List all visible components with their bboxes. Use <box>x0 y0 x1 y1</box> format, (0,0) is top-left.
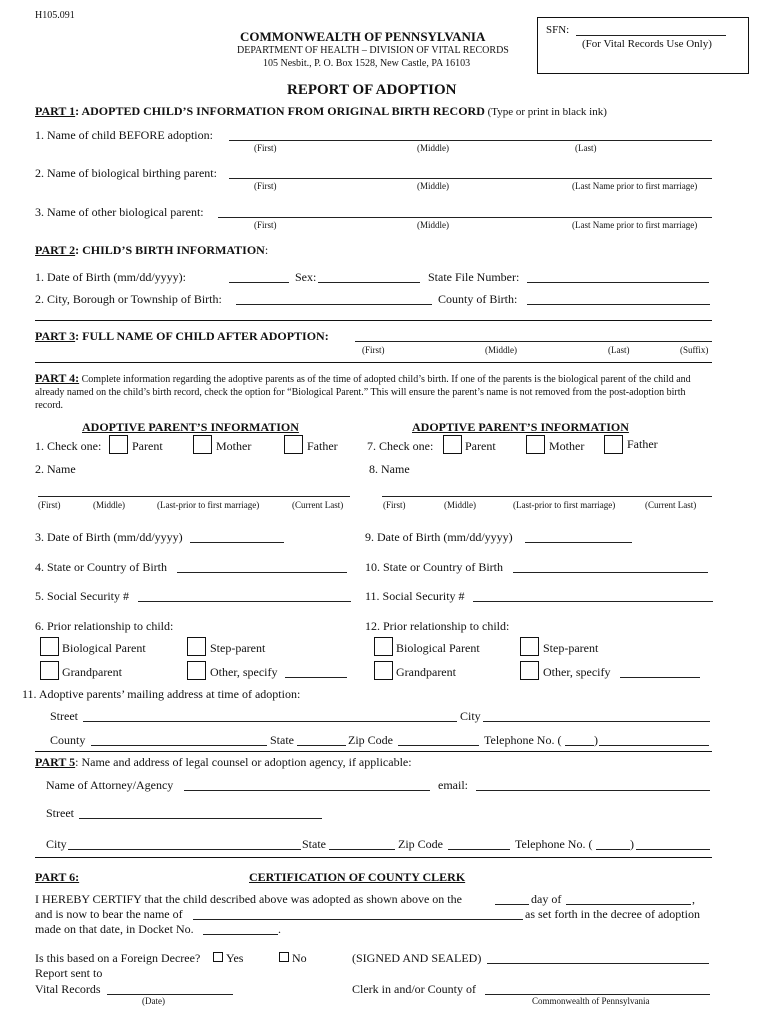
sub-first: (First) <box>254 220 277 230</box>
phone-close: ) <box>594 733 598 747</box>
sub-last-prior: (Last-prior to first marriage) <box>157 500 260 510</box>
adoption-month-field[interactable] <box>566 904 691 905</box>
city-label: City <box>460 709 481 723</box>
right-father-checkbox[interactable] <box>604 435 623 454</box>
left-step-checkbox[interactable] <box>187 637 206 656</box>
left-parent-label: Parent <box>132 439 163 453</box>
sub-first: (First) <box>38 500 61 510</box>
part3-title: : FULL NAME OF CHILD AFTER ADOPTION: <box>75 329 329 343</box>
email-field[interactable] <box>476 790 710 791</box>
no-checkbox[interactable] <box>279 952 289 962</box>
right-other-label: Other, specify <box>543 665 611 679</box>
sex-label: Sex: <box>295 270 317 284</box>
part4-intro <box>35 372 713 412</box>
cert-line2a: and is now to bear the name of <box>35 907 183 921</box>
agency-phone-label: Telephone No. ( <box>515 837 593 851</box>
agency-street-label: Street <box>46 806 74 820</box>
foreign-no-option[interactable] <box>279 951 307 966</box>
sub-last-prior: (Last Name prior to first marriage) <box>572 220 698 230</box>
yes-checkbox[interactable] <box>213 952 223 962</box>
left-ssn-field[interactable] <box>138 601 351 602</box>
signed-label: (SIGNED AND SEALED) <box>352 951 482 965</box>
part3-heading <box>35 329 329 344</box>
child-sex-field[interactable] <box>318 282 420 283</box>
header-department: DEPARTMENT OF HEALTH – DIVISION OF VITAL RECORDS <box>237 45 509 56</box>
mailing-phone-field[interactable] <box>599 745 709 746</box>
sub-first: (First) <box>383 500 406 510</box>
right-col-heading: ADOPTIVE PARENT’S INFORMATION <box>412 420 629 434</box>
mailing-area-code-field[interactable] <box>565 745 594 746</box>
sub-middle: (Middle) <box>485 345 517 355</box>
agency-state-label: State <box>302 837 326 851</box>
divider <box>35 362 712 363</box>
clerk-label: Clerk in and/or County of <box>352 982 476 996</box>
sub-last-prior: (Last-prior to first marriage) <box>513 500 616 510</box>
clerk-county-field[interactable] <box>485 994 710 995</box>
left-grand-checkbox[interactable] <box>40 661 59 680</box>
foreign-yes-option[interactable] <box>213 951 243 966</box>
left-parent-checkbox[interactable] <box>109 435 128 454</box>
dob-label: 1. Date of Birth (mm/dd/yyyy): <box>35 270 186 284</box>
right-mother-checkbox[interactable] <box>526 435 545 454</box>
right-mother-label: Mother <box>549 439 585 453</box>
city-birth-field[interactable] <box>236 304 432 305</box>
left-bio-checkbox[interactable] <box>40 637 59 656</box>
left-dob-label: 3. Date of Birth (mm/dd/yyyy) <box>35 530 183 544</box>
date-sub: (Date) <box>142 996 165 1006</box>
right-state-field[interactable] <box>513 572 708 573</box>
cert-line3: made on that date, in Docket No. <box>35 922 194 936</box>
report-title: REPORT OF ADOPTION <box>287 82 457 98</box>
sfn-label: SFN: <box>546 24 570 36</box>
left-bio-label: Biological Parent <box>62 641 146 655</box>
agency-phone-close: ) <box>630 837 634 851</box>
q2-label: 2. Name of biological birthing parent: <box>35 166 217 180</box>
report-sent-label: Report sent to <box>35 966 103 980</box>
left-mother-label: Mother <box>216 439 252 453</box>
part1-title: : ADOPTED CHILD’S INFORMATION FROM ORIGINAL BIRTH RECORD <box>75 104 485 118</box>
county-birth-label: County of Birth: <box>438 292 518 306</box>
agency-state-field[interactable] <box>329 849 395 850</box>
left-check-label: 1. Check one: <box>35 439 102 453</box>
right-step-checkbox[interactable] <box>520 637 539 656</box>
right-check-label: 7. Check one: <box>367 439 434 453</box>
right-grand-checkbox[interactable] <box>374 661 393 680</box>
sub-current-last: (Current Last) <box>645 500 697 510</box>
right-state-label: 10. State or Country of Birth <box>365 560 503 574</box>
part4-label: PART 4: <box>35 371 80 385</box>
attorney-field[interactable] <box>184 790 430 791</box>
sfn-box <box>537 17 749 74</box>
attorney-label: Name of Attorney/Agency <box>46 778 174 792</box>
left-ssn-label: 5. Social Security # <box>35 589 129 603</box>
yes-label: Yes <box>226 951 244 965</box>
county-label: County <box>50 733 86 747</box>
sub-suffix: (Suffix) <box>680 345 709 355</box>
q3-label: 3. Name of other biological parent: <box>35 205 204 219</box>
q1-label: 1. Name of child BEFORE adoption: <box>35 128 213 142</box>
mailing-label: 11. Adoptive parents’ mailing address at time of adoption: <box>22 687 301 701</box>
agency-phone-field[interactable] <box>636 849 710 850</box>
sub-last-prior: (Last Name prior to first marriage) <box>572 181 698 191</box>
mailing-county-field[interactable] <box>91 745 267 746</box>
right-name-label: 8. Name <box>369 462 410 476</box>
sfn-note: (For Vital Records Use Only) <box>582 38 712 50</box>
new-name-field[interactable] <box>193 919 523 920</box>
right-step-label: Step-parent <box>543 641 599 655</box>
left-other-label: Other, specify <box>210 665 278 679</box>
cert-line1b: day of <box>531 892 562 906</box>
right-parent-checkbox[interactable] <box>443 435 462 454</box>
part1-note: (Type or print in black ink) <box>484 106 607 118</box>
sub-first: (First) <box>254 143 277 153</box>
part6-label: PART 6: <box>35 870 80 884</box>
adoption-day-field[interactable] <box>495 904 529 905</box>
agency-area-code-field[interactable] <box>596 849 630 850</box>
sfn-field[interactable] <box>576 35 726 36</box>
sub-middle: (Middle) <box>444 500 476 510</box>
right-prior-label: 12. Prior relationship to child: <box>365 619 510 633</box>
left-step-label: Step-parent <box>210 641 266 655</box>
part5-label: PART 5 <box>35 755 76 769</box>
agency-zip-label: Zip Code <box>398 837 443 851</box>
right-dob-field[interactable] <box>525 542 632 543</box>
part1-heading <box>35 104 607 119</box>
sub-middle: (Middle) <box>417 220 449 230</box>
left-name-label: 2. Name <box>35 462 76 476</box>
mailing-state-field[interactable] <box>297 745 346 746</box>
part4-text: Complete information regarding the adoptive parents as of the time of adopted child’s birth. If one of the parents is the biological parent of the child and already named on the child’s birth record, check the option for “Biological Parent.” This will ensure the parent’s name is not removed from the post-adoption birth record. <box>35 374 691 411</box>
cert-line1a: I HEREBY CERTIFY that the child described above was adopted as shown above on the <box>35 892 462 906</box>
left-state-field[interactable] <box>177 572 347 573</box>
sub-last: (Last) <box>608 345 630 355</box>
bio-birthing-parent-field[interactable] <box>229 178 712 179</box>
left-state-label: 4. State or Country of Birth <box>35 560 167 574</box>
street-label: Street <box>50 709 78 723</box>
part2-colon: : <box>264 243 269 257</box>
no-label: No <box>292 951 307 965</box>
foreign-decree-label: Is this based on a Foreign Decree? <box>35 951 201 965</box>
divider <box>35 857 712 858</box>
right-dob-label: 9. Date of Birth (mm/dd/yyyy) <box>365 530 513 544</box>
right-bio-label: Biological Parent <box>396 641 480 655</box>
right-grand-label: Grandparent <box>396 665 456 679</box>
sub-first: (First) <box>254 181 277 191</box>
state-file-label: State File Number: <box>428 270 520 284</box>
state-label: State <box>270 733 294 747</box>
part1-label: PART 1 <box>35 104 76 118</box>
left-father-checkbox[interactable] <box>284 435 303 454</box>
header-title: COMMONWEALTH OF PENNSYLVANIA <box>240 29 486 44</box>
cert-heading: CERTIFICATION OF COUNTY CLERK <box>249 870 466 884</box>
right-other-field[interactable] <box>620 677 700 678</box>
right-name-field[interactable] <box>382 496 712 497</box>
agency-city-field[interactable] <box>68 849 301 850</box>
mailing-zip-field[interactable] <box>398 745 479 746</box>
cert-line3-end: . <box>278 922 281 936</box>
part5-heading <box>35 755 412 770</box>
part2-title: : CHILD’S BIRTH INFORMATION <box>75 243 265 257</box>
left-other-checkbox[interactable] <box>187 661 206 680</box>
right-father-label: Father <box>627 437 658 451</box>
phone-label: Telephone No. ( <box>484 733 562 747</box>
sub-middle: (Middle) <box>417 143 449 153</box>
part2-label: PART 2 <box>35 243 76 257</box>
signature-field[interactable] <box>487 963 709 964</box>
part3-label: PART 3 <box>35 329 76 343</box>
right-bio-checkbox[interactable] <box>374 637 393 656</box>
sub-last: (Last) <box>575 143 597 153</box>
agency-zip-field[interactable] <box>448 849 510 850</box>
report-date-field[interactable] <box>107 994 233 995</box>
email-label: email: <box>438 778 468 792</box>
cert-line2b: as set forth in the decree of adoption <box>525 907 700 921</box>
left-father-label: Father <box>307 439 338 453</box>
mailing-street-field[interactable] <box>83 721 457 722</box>
county-birth-field[interactable] <box>527 304 710 305</box>
sub-first: (First) <box>362 345 385 355</box>
other-bio-parent-field[interactable] <box>218 217 712 218</box>
mailing-city-field[interactable] <box>483 721 710 722</box>
zip-label: Zip Code <box>348 733 393 747</box>
state-file-field[interactable] <box>527 282 709 283</box>
left-grand-label: Grandparent <box>62 665 122 679</box>
form-code: H105.091 <box>35 10 75 21</box>
divider <box>35 751 712 752</box>
sub-middle: (Middle) <box>93 500 125 510</box>
right-parent-label: Parent <box>465 439 496 453</box>
left-prior-label: 6. Prior relationship to child: <box>35 619 174 633</box>
sub-current-last: (Current Last) <box>292 500 344 510</box>
header-address: 105 Nesbit., P. O. Box 1528, New Castle, PA 16103 <box>263 58 471 69</box>
agency-city-label: City <box>46 837 67 851</box>
right-other-checkbox[interactable] <box>520 661 539 680</box>
child-name-after-field[interactable] <box>355 341 712 342</box>
cert-line1c: , <box>692 892 695 906</box>
child-name-before-field[interactable] <box>229 140 712 141</box>
part2-heading <box>35 243 268 258</box>
commonwealth-sub: Commonwealth of Pennsylvania <box>532 996 650 1006</box>
right-ssn-label: 11. Social Security # <box>365 589 465 603</box>
sub-middle: (Middle) <box>417 181 449 191</box>
left-other-field[interactable] <box>285 677 347 678</box>
part5-title: : Name and address of legal counsel or adoption agency, if applicable: <box>75 755 412 769</box>
agency-street-field[interactable] <box>79 818 322 819</box>
left-col-heading: ADOPTIVE PARENT’S INFORMATION <box>82 420 299 434</box>
right-ssn-field[interactable] <box>473 601 713 602</box>
child-dob-field[interactable] <box>229 282 289 283</box>
left-name-field[interactable] <box>38 496 350 497</box>
left-dob-field[interactable] <box>190 542 284 543</box>
city-birth-label: 2. City, Borough or Township of Birth: <box>35 292 222 306</box>
left-mother-checkbox[interactable] <box>193 435 212 454</box>
docket-field[interactable] <box>203 934 278 935</box>
vital-records-label: Vital Records <box>35 982 101 996</box>
divider <box>35 320 712 321</box>
